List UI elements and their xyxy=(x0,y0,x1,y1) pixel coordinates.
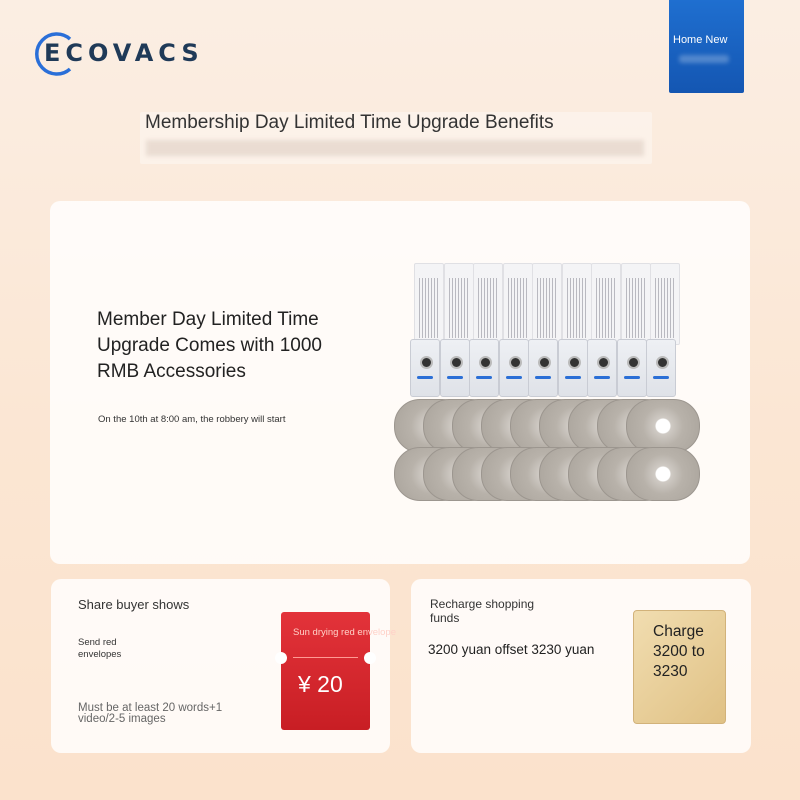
holder-dot xyxy=(450,356,463,369)
holder-stripe xyxy=(653,376,669,379)
filter-mesh xyxy=(478,278,498,338)
holder-stripe xyxy=(447,376,463,379)
filter-part xyxy=(473,263,503,345)
holder-stripe xyxy=(476,376,492,379)
filter-part xyxy=(562,263,592,345)
filter-mesh xyxy=(537,278,557,338)
headline-banner xyxy=(140,112,652,164)
blurred-decoration xyxy=(679,55,729,63)
recharge-title: Recharge shopping funds xyxy=(430,597,535,625)
filter-part xyxy=(532,263,562,345)
mop-holder-part xyxy=(646,339,676,397)
member-day-card[interactable] xyxy=(50,201,750,564)
holder-dot xyxy=(656,356,669,369)
holder-stripe xyxy=(624,376,640,379)
home-new-label: Home New xyxy=(673,34,728,46)
filter-mesh xyxy=(419,278,439,338)
mop-holder-part xyxy=(469,339,499,397)
filter-part xyxy=(444,263,474,345)
member-day-subtitle: On the 10th at 8:00 am, the robbery will start xyxy=(98,414,286,425)
notch-left xyxy=(275,652,287,664)
divider xyxy=(293,657,358,658)
mop-holder-part xyxy=(558,339,588,397)
share-subtitle: Send red envelopes xyxy=(78,637,122,660)
holder-stripe xyxy=(417,376,433,379)
filter-part xyxy=(650,263,680,345)
filter-part xyxy=(591,263,621,345)
mop-pad xyxy=(626,399,700,453)
member-day-title: Member Day Limited Time Upgrade Comes with 1000 RMB Accessories xyxy=(97,309,322,382)
holder-dot xyxy=(479,356,492,369)
mop-holder-part xyxy=(528,339,558,397)
holder-dot xyxy=(420,356,433,369)
mop-pad xyxy=(626,447,700,501)
mop-holder-part xyxy=(587,339,617,397)
notch-right xyxy=(364,652,376,664)
filter-mesh xyxy=(449,278,469,338)
coupon-text: Charge 3200 to 3230 xyxy=(653,623,705,680)
filter-part xyxy=(414,263,444,345)
holder-stripe xyxy=(594,376,610,379)
filter-mesh xyxy=(596,278,616,338)
filter-mesh xyxy=(567,278,587,338)
share-title: Share buyer shows xyxy=(78,597,190,612)
home-new-button[interactable] xyxy=(669,0,744,93)
holder-dot xyxy=(538,356,551,369)
mop-holder-part xyxy=(617,339,647,397)
logo-text: ECOVACS xyxy=(44,39,204,67)
share-requirement: Must be at least 20 words+1 video/2-5 images xyxy=(78,702,223,725)
ecovacs-logo[interactable] xyxy=(34,28,206,76)
holder-stripe xyxy=(506,376,522,379)
holder-dot xyxy=(627,356,640,369)
filter-mesh xyxy=(655,278,675,338)
accessories-image xyxy=(410,263,720,503)
holder-dot xyxy=(568,356,581,369)
filter-part xyxy=(503,263,533,345)
page-title: Membership Day Limited Time Upgrade Benefits xyxy=(145,112,554,133)
mop-holder-part xyxy=(440,339,470,397)
holder-dot xyxy=(597,356,610,369)
filter-mesh xyxy=(626,278,646,338)
blurred-subtitle xyxy=(146,140,644,156)
mop-holder-part xyxy=(499,339,529,397)
share-buyer-card[interactable] xyxy=(51,579,396,753)
mop-holder-part xyxy=(410,339,440,397)
holder-stripe xyxy=(565,376,581,379)
red-envelope-amount: ¥ 20 xyxy=(298,671,343,697)
red-envelope[interactable] xyxy=(281,612,396,730)
filter-mesh xyxy=(508,278,528,338)
recharge-card[interactable] xyxy=(411,579,751,753)
filter-part xyxy=(621,263,651,345)
recharge-coupon[interactable] xyxy=(633,610,726,724)
red-envelope-caption: Sun drying red envelope xyxy=(293,627,396,638)
holder-dot xyxy=(509,356,522,369)
holder-stripe xyxy=(535,376,551,379)
recharge-offset-text: 3200 yuan offset 3230 yuan xyxy=(428,642,595,657)
